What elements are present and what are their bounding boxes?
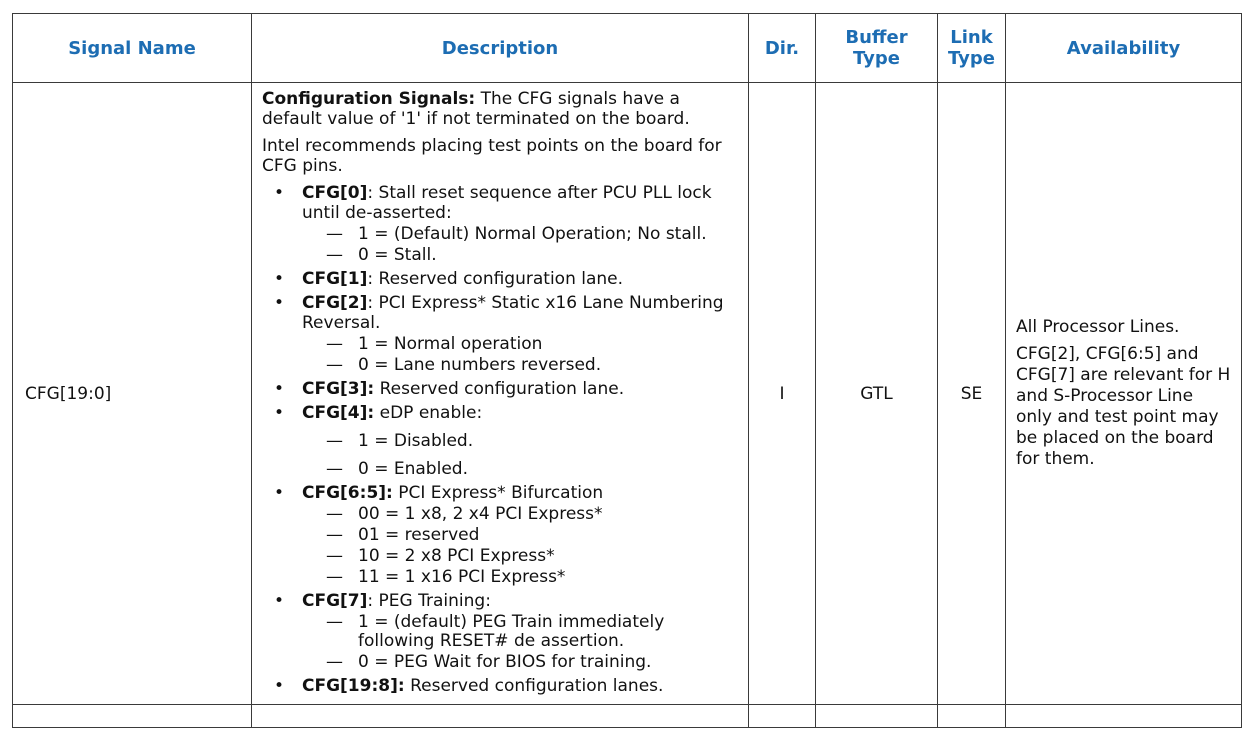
list-item [262,379,742,399]
dash-icon: — [326,546,343,566]
bullet-icon: • [274,183,285,203]
cfg-text: Reserved configuration lanes. [404,676,664,696]
cfg-name: CFG[1] [302,269,368,289]
sub-list-item [302,613,742,651]
sub-item-text: 11 = 1 x16 PCI Express* [358,567,566,587]
cfg-text: : Stall reset sequence after PCU PLL lock until de-asserted: [302,183,712,223]
sub-list [302,505,742,587]
dash-icon: — [326,245,343,265]
sub-item-text: 0 = PEG Wait for BIOS for training. [358,652,652,672]
cfg-name: CFG[3]: [302,379,375,399]
cfg-text: : PCI Express* Static x16 Lane Numbering Reversal. [302,293,724,333]
empty-cell [252,705,749,728]
cfg-text: : Reserved configuration lane. [367,269,624,289]
empty-cell [13,705,252,728]
header-buffer-type-line2: Type [853,48,900,69]
header-availability: Availability [1006,14,1242,83]
description-intro [262,89,742,129]
header-buffer-type-line1: Buffer [845,27,908,48]
sub-item-text: 0 = Lane numbers reversed. [358,355,602,375]
cfg-name: CFG[0] [302,183,368,203]
cfg-text: PCI Express* Bifurcation [392,483,604,503]
sub-list-item [302,547,742,566]
dash-icon: — [326,459,343,479]
empty-cell [938,705,1006,728]
dash-icon: — [326,612,343,632]
list-item [262,293,742,375]
empty-cell [816,705,938,728]
bullet-icon: • [274,293,285,313]
table-row-next [13,705,1242,728]
list-item [262,591,742,672]
sub-list-item [302,526,742,545]
sub-list-item [302,505,742,524]
cell-link-type: SE [938,83,1006,705]
header-link-type-line2: Type [948,48,995,69]
header-link-type-line1: Link [950,27,993,48]
sub-item-text: 0 = Enabled. [358,459,468,479]
bullet-icon: • [274,403,285,423]
sub-list [302,225,742,265]
list-item [262,269,742,289]
availability-line2: CFG[2], CFG[6:5] and CFG[7] are relevant for H and S-Processor Line only and test point may be placed on the board for them. [1016,344,1231,469]
sub-list-item [302,225,742,244]
bullet-icon: • [274,591,285,611]
cfg-text: Reserved configuration lane. [374,379,625,399]
sub-list-item [302,653,742,672]
sub-list-item [302,568,742,587]
description-intro-text: The CFG signals have a default value of '1' if not terminated on the board. [262,89,690,129]
bullet-icon: • [274,269,285,289]
dash-icon: — [326,334,343,354]
sub-list [302,432,742,479]
cfg-name: CFG[4]: [302,403,375,423]
cell-signal-name: CFG[19:0] [13,83,252,705]
cell-dir: I [749,83,816,705]
header-buffer-type [816,14,938,83]
list-item [262,403,742,479]
sub-item-text: 1 = (default) PEG Train immediately following RESET# de assertion. [358,612,665,651]
description-intro-bold: Configuration Signals: [262,89,476,109]
header-dir: Dir. [749,14,816,83]
header-link-type [938,14,1006,83]
sub-list-item [302,356,742,375]
empty-cell [749,705,816,728]
sub-list [302,335,742,375]
table-row [13,83,1242,705]
sub-item-text: 00 = 1 x8, 2 x4 PCI Express* [358,504,603,524]
dash-icon: — [326,652,343,672]
dash-icon: — [326,431,343,451]
sub-item-text: 1 = Disabled. [358,431,474,451]
list-item [262,676,742,696]
availability-line1: All Processor Lines. [1016,317,1180,337]
sub-item-text: 1 = (Default) Normal Operation; No stall. [358,224,707,244]
header-row [13,14,1242,83]
sub-item-text: 0 = Stall. [358,245,437,265]
cfg-name: CFG[6:5]: [302,483,393,503]
sub-list-item [302,460,742,479]
sub-item-text: 1 = Normal operation [358,334,543,354]
sub-list-item [302,335,742,354]
cell-description [252,83,749,705]
cfg-name: CFG[19:8]: [302,676,405,696]
header-signal-name: Signal Name [13,14,252,83]
cfg-name: CFG[7] [302,591,368,611]
cfg-text: : PEG Training: [367,591,491,611]
cfg-name: CFG[2] [302,293,368,313]
dash-icon: — [326,525,343,545]
list-item [262,183,742,265]
dash-icon: — [326,355,343,375]
cell-buffer-type: GTL [816,83,938,705]
sub-list-item [302,432,742,451]
signal-table [12,13,1242,728]
dash-icon: — [326,567,343,587]
bullet-icon: • [274,379,285,399]
empty-cell [1006,705,1242,728]
list-item [262,483,742,587]
cfg-list [262,183,742,696]
header-description: Description [252,14,749,83]
bullet-icon: • [274,483,285,503]
sub-list [302,613,742,672]
sub-list-item [302,246,742,265]
description-recommendation: Intel recommends placing test points on the board for CFG pins. [262,136,722,176]
bullet-icon: • [274,676,285,696]
cfg-text: eDP enable: [374,403,483,423]
sub-item-text: 10 = 2 x8 PCI Express* [358,546,555,566]
sub-item-text: 01 = reserved [358,525,480,545]
cell-availability [1006,83,1242,705]
dash-icon: — [326,504,343,524]
dash-icon: — [326,224,343,244]
